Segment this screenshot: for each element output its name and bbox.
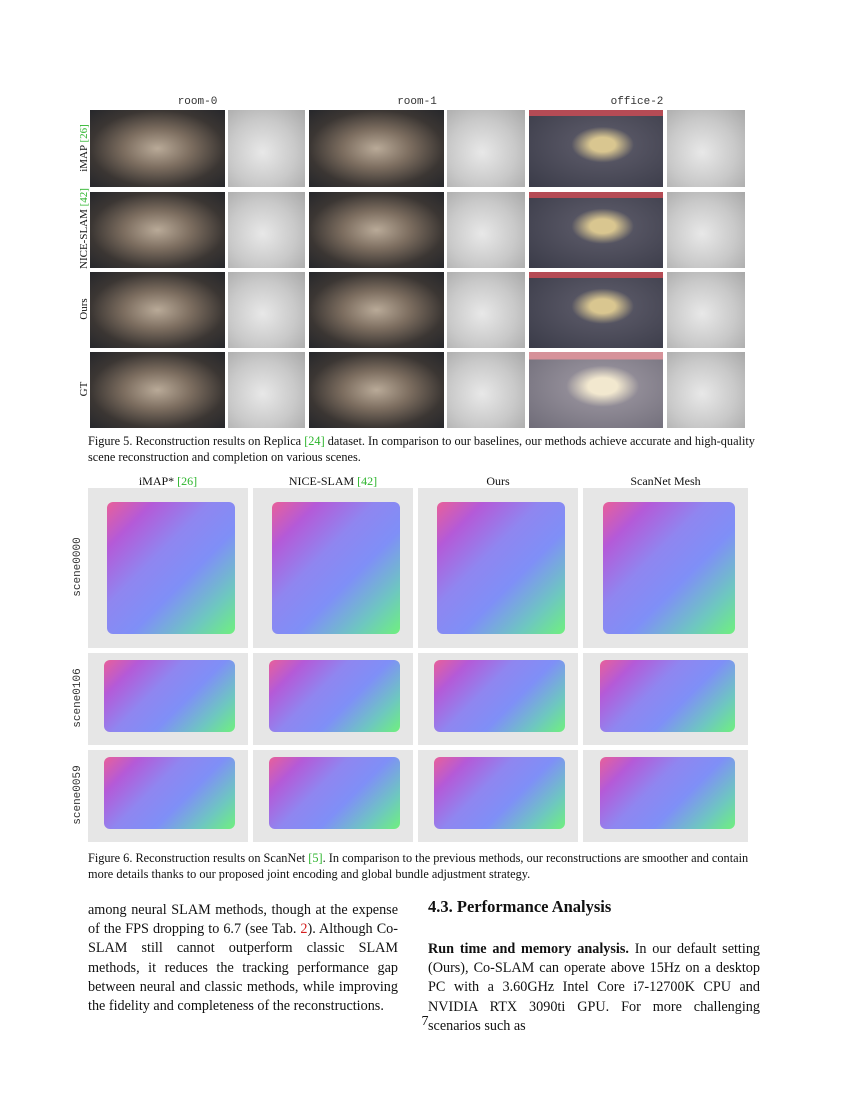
normal-map-mesh xyxy=(272,502,400,633)
mesh-render-image xyxy=(447,272,525,348)
normal-map-mesh xyxy=(104,660,235,732)
mesh-render-image xyxy=(667,192,745,268)
normal-map-mesh xyxy=(600,757,735,829)
normal-map-mesh xyxy=(600,660,735,732)
fig6-row-label: scene0000 xyxy=(72,537,84,597)
reconstruction-panel xyxy=(583,653,748,745)
mesh-render-image xyxy=(228,352,305,428)
fig5-row-label: Ours xyxy=(78,298,90,320)
top-view-image xyxy=(90,110,225,187)
reconstruction-panel xyxy=(88,750,248,842)
top-view-image xyxy=(90,272,225,348)
mesh-render-image xyxy=(447,192,525,268)
mesh-render-image xyxy=(447,352,525,428)
reconstruction-panel xyxy=(253,653,413,745)
top-view-image xyxy=(309,192,444,268)
right-column-text: Run time and memory analysis. In our default setting (Ours), Co-SLAM can operate above 15Hz on a desktop PC with a 3.60GHz Intel Core i7-12700K CPU and NVIDIA RTX 3090ti GPU. For more challenging scenarios such as xyxy=(428,941,761,1034)
reconstruction-panel xyxy=(418,750,578,842)
top-view-image xyxy=(529,192,663,268)
left-column-text: among neural SLAM methods, though at the expense of the FPS dropping to 6.7 (see Tab. 2). Although Co-SLAM still cannot outperform classic SLAM methods, it reduces the tracking performance gap between neural and classic methods, while improving the fidelity and completeness of the reconstructions. xyxy=(88,902,398,1015)
top-view-image xyxy=(309,352,444,428)
reconstruction-panel xyxy=(88,488,248,648)
fig5-col-header: office-2 xyxy=(610,96,664,108)
normal-map-mesh xyxy=(603,502,735,633)
fig6-col-header: NICE-SLAM [42] xyxy=(288,474,378,488)
section-heading: 4.3. Performance Analysis xyxy=(428,897,612,916)
mesh-render-image xyxy=(228,272,305,348)
fig5-col-header: room-1 xyxy=(397,96,437,108)
reconstruction-panel xyxy=(583,488,748,648)
fig6-col-header: ScanNet Mesh xyxy=(630,474,701,488)
mesh-render-image xyxy=(447,110,525,187)
fig5-row-label: GT xyxy=(78,381,90,397)
fig6-col-header: Ours xyxy=(486,474,510,488)
reconstruction-panel xyxy=(253,750,413,842)
fig5-col-header: room-0 xyxy=(177,96,218,108)
figure-6-caption: Figure 6. Reconstruction results on ScanNet [5]. In comparison to the previous methods, our reconstructions are smoother and contain more details thanks to our proposed joint encoding and global bundle adjustment strategy. xyxy=(88,851,749,881)
top-view-image xyxy=(309,110,444,187)
top-view-image xyxy=(529,272,663,348)
top-view-image xyxy=(529,352,663,428)
fig6-row-label: scene0106 xyxy=(72,668,84,728)
mesh-render-image xyxy=(667,272,745,348)
normal-map-mesh xyxy=(104,757,235,829)
normal-map-mesh xyxy=(434,660,565,732)
normal-map-mesh xyxy=(269,660,400,732)
reconstruction-panel xyxy=(253,488,413,648)
mesh-render-image xyxy=(228,192,305,268)
mesh-render-image xyxy=(228,110,305,187)
top-view-image xyxy=(90,352,225,428)
normal-map-mesh xyxy=(107,502,235,633)
normal-map-mesh xyxy=(269,757,400,829)
page-number: 7 xyxy=(421,1014,429,1029)
figure-5-caption: Figure 5. Reconstruction results on Replica [24] dataset. In comparison to our baselines, our methods achieve accurate and high-quality scene reconstruction and completion on various scenes. xyxy=(88,434,755,464)
fig6-row-label: scene0059 xyxy=(72,765,84,825)
reconstruction-panel xyxy=(418,488,578,648)
fig5-row-label: iMAP [26] xyxy=(78,123,90,172)
top-view-image xyxy=(90,192,225,268)
reconstruction-panel xyxy=(88,653,248,745)
reconstruction-panel xyxy=(418,653,578,745)
fig6-col-header: iMAP* [26] xyxy=(138,474,198,488)
top-view-image xyxy=(529,110,663,187)
fig5-row-label: NICE-SLAM [42] xyxy=(78,188,90,269)
normal-map-mesh xyxy=(434,757,565,829)
top-view-image xyxy=(309,272,444,348)
reconstruction-panel xyxy=(583,750,748,842)
normal-map-mesh xyxy=(437,502,565,633)
mesh-render-image xyxy=(667,110,745,187)
mesh-render-image xyxy=(667,352,745,428)
